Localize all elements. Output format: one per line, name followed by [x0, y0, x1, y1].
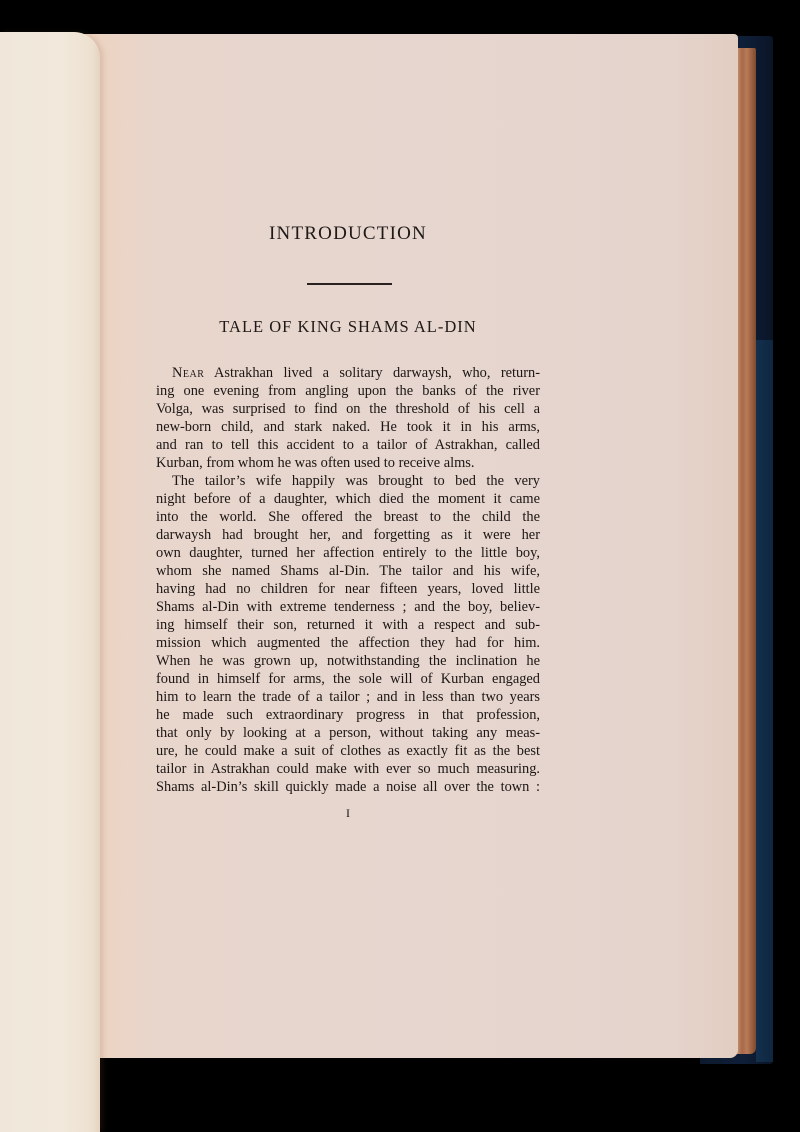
text-line: that only by looking at a person, without taking any meas- — [156, 725, 540, 741]
text-line: new-born child, and stark naked. He took it in his arms, — [156, 419, 540, 435]
tale-title: TALE OF KING SHAMS AL-DIN — [219, 317, 477, 336]
text-line: Shams al-Din’s skill quickly made a noise all over the town : — [156, 779, 540, 795]
text-line: When he was grown up, notwithstanding the inclination he — [156, 653, 540, 669]
text-line: mission which augmented the affection they had for him. — [156, 635, 540, 651]
text-line: Kurban, from whom he was often used to receive alms. — [156, 455, 475, 471]
gilt-page-edge — [736, 48, 756, 1054]
book-cover-spine-edge — [756, 340, 773, 1062]
body-text — [156, 364, 540, 796]
text-line: having had no children for near fifteen years, loved little — [156, 581, 540, 597]
text-line: into the world. She offered the breast to the child the — [156, 509, 540, 525]
text-line: tailor in Astrakhan could make with ever so much measuring. — [156, 761, 540, 777]
text-line: Volga, was surprised to find on the threshold of his cell a — [156, 401, 540, 417]
text-line: he made such extraordinary progress in that profession, — [156, 707, 540, 723]
chapter-heading: INTRODUCTION — [269, 223, 427, 244]
page-number: I — [346, 806, 350, 820]
text-line: whom she named Shams al-Din. The tailor and his wife, — [156, 563, 540, 579]
text-line: darwaysh had brought her, and forgetting as it were her — [156, 527, 540, 543]
text-line: him to learn the trade of a tailor ; and in less than two years — [156, 689, 540, 705]
left-page-curl — [0, 32, 100, 1132]
text-line: ing himself their son, returned it with a respect and sub- — [156, 617, 540, 633]
text-line: own daughter, turned her affection entirely to the little boy, — [156, 545, 540, 561]
text-line: night before of a daughter, which died the moment it came — [156, 491, 540, 507]
text-line: and ran to tell this accident to a tailor of Astrakhan, called — [156, 437, 540, 453]
opening-word: Near — [172, 365, 205, 381]
text-line: ing one evening from angling upon the banks of the river — [156, 383, 540, 399]
heading-rule — [307, 283, 392, 285]
text-line: found in himself for arms, the sole will of Kurban engaged — [156, 671, 540, 687]
text-line: The tailor’s wife happily was brought to bed the very — [172, 473, 540, 489]
text-line: Near Astrakhan lived a solitary darwaysh, who, return- — [172, 365, 540, 381]
text-line: ure, he could make a suit of clothes as exactly fit as the best — [156, 743, 540, 759]
text-line: Shams al-Din with extreme tenderness ; and the boy, believ- — [156, 599, 540, 615]
